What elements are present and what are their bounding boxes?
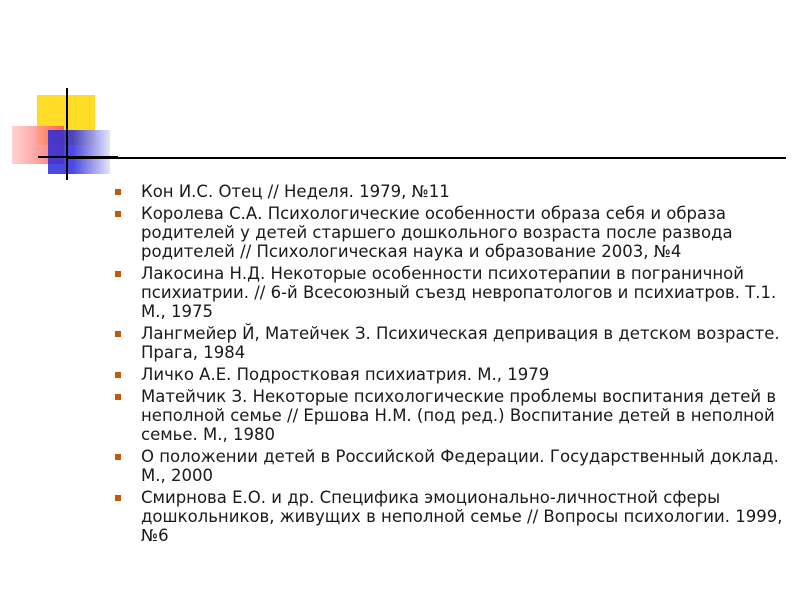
reference-list — [115, 182, 785, 548]
reference-text: О положении детей в Российской Федерации. Государственный доклад. М., 2000 — [141, 447, 779, 485]
title-divider-line — [66, 157, 786, 159]
reference-text: Личко А.Е. Подростковая психиатрия. М., 1979 — [141, 365, 550, 384]
list-item — [115, 324, 785, 362]
reference-text: Королева С.А. Психологические особенности образа себя и образа родителей у детей старшего дошкольного возраста после развода родителей // Психологическая наука и образование 2003, №4 — [141, 204, 733, 261]
bullet-icon — [115, 271, 121, 277]
bullet-icon — [115, 495, 121, 501]
logo-blue-fade — [48, 130, 110, 174]
list-item — [115, 182, 785, 201]
list-item — [115, 365, 785, 384]
reference-text: Смирнова Е.О. и др. Специфика эмоционально-личностной сферы дошкольников, живущих в неполной семье // Вопросы психологии. 1999, №6 — [141, 488, 783, 545]
logo-vertical-line — [66, 88, 68, 180]
list-item — [115, 387, 785, 444]
list-item — [115, 447, 785, 485]
bullet-icon — [115, 372, 121, 378]
list-item — [115, 264, 785, 321]
reference-text: Лакосина Н.Д. Некоторые особенности психотерапии в пограничной психиатрии. // 6-й Всесоюзный съезд невропатологов и психиатров. Т.1. М., 1975 — [141, 264, 777, 321]
bullet-icon — [115, 331, 121, 337]
list-item — [115, 204, 785, 261]
bullet-icon — [115, 454, 121, 460]
bullet-icon — [115, 211, 121, 217]
reference-text: Кон И.С. Отец // Неделя. 1979, №11 — [141, 182, 450, 201]
reference-text: Матейчик З. Некоторые психологические проблемы воспитания детей в неполной семье // Ершова Н.М. (под ред.) Воспитание детей в неполной семье. М., 1980 — [141, 387, 777, 444]
bullet-icon — [115, 394, 121, 400]
list-item — [115, 488, 785, 545]
reference-text: Лангмейер Й, Матейчек З. Психическая депривация в детском возрасте. Прага, 1984 — [141, 324, 780, 362]
bullet-icon — [115, 189, 121, 195]
